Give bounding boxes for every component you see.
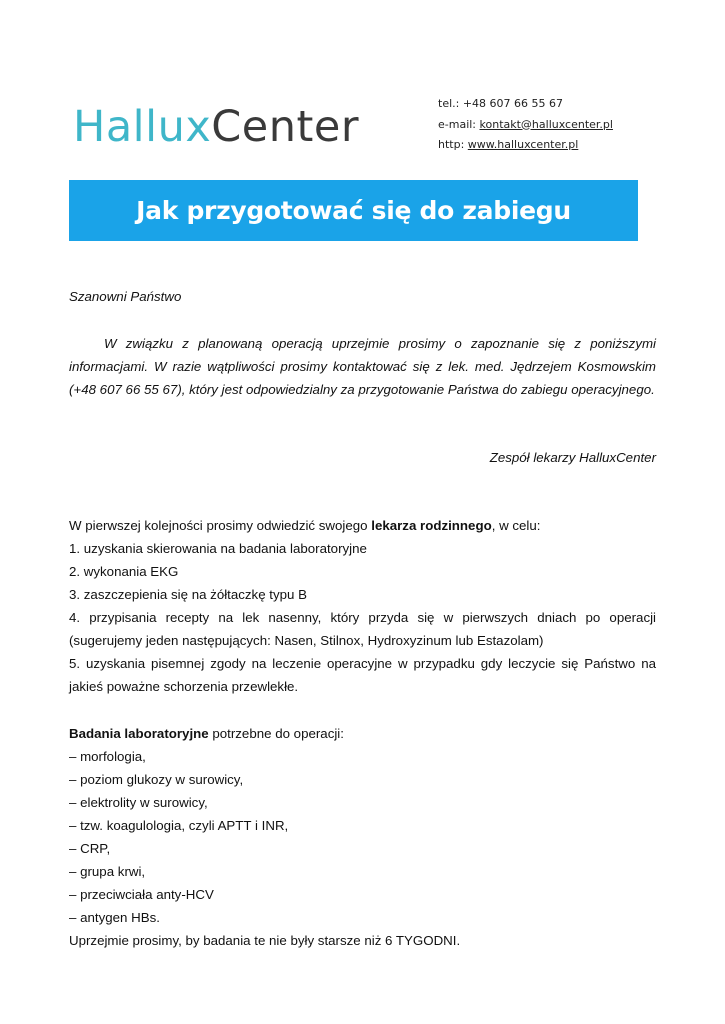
contact-email-line: e-mail: kontakt@halluxcenter.pl xyxy=(438,117,613,131)
lab-item: – poziom glukozy w surowicy, xyxy=(69,772,244,787)
title-banner xyxy=(69,180,638,241)
lab-item: – elektrolity w surowicy, xyxy=(69,795,208,810)
intro-paragraph: W związku z planowaną operacją uprzejmie prosimy o zapoznanie się z poniższymi informacjami. W razie wątpliwości prosimy kontaktować się z lek. med. Jędrzejem Kosmowskim (+48 607 66 55 67), który jest odpowiedzialny za przygotowanie Państwa do zabiegu operacyjnego. xyxy=(69,336,656,397)
signature: Zespół lekarzy HalluxCenter xyxy=(489,450,656,465)
gp-item: 2. wykonania EKG xyxy=(69,564,179,579)
page-title: Jak przygotować się do zabiegu xyxy=(136,196,571,225)
lab-note: Uprzejmie prosimy, by badania te nie były starsze niż 6 TYGODNI. xyxy=(69,933,461,948)
gp-item: 3. zaszczepienia się na żółtaczkę typu B xyxy=(69,587,307,602)
lab-item: – tzw. koagulologia, czyli APTT i INR, xyxy=(69,818,289,833)
gp-section xyxy=(69,514,656,698)
lab-item: – morfologia, xyxy=(69,749,146,764)
logo-hallux-text: Hallux xyxy=(73,102,212,152)
lab-item: – antygen HBs. xyxy=(69,910,160,925)
lab-item: – przeciwciała anty-HCV xyxy=(69,887,214,902)
gp-item: 1. uzyskania skierowania na badania laboratoryjne xyxy=(69,541,367,556)
lab-item: – grupa krwi, xyxy=(69,864,146,879)
email-link[interactable]: kontakt@halluxcenter.pl xyxy=(479,117,613,131)
greeting: Szanowni Państwo xyxy=(69,289,182,304)
gp-item: 4. przypisania recepty na lek nasenny, który przyda się w pierwszych dniach po operacji (sugerujemy jeden następujących: Nasen, Stilnox, Hydroxyzinum lub Estazolam) xyxy=(69,610,656,648)
lab-lead: Badania laboratoryjne potrzebne do operacji: xyxy=(69,726,344,741)
gp-item: 5. uzyskania pisemnej zgody na leczenie operacyjne w przypadku gdy leczycie się Państwo na jakieś poważne schorzenia przewlekłe. xyxy=(69,656,656,694)
contact-block xyxy=(438,94,613,156)
halluxcenter-logo xyxy=(73,96,393,156)
contact-website-line: http: www.halluxcenter.pl xyxy=(438,138,579,151)
svg-text:HalluxCenter xyxy=(73,102,359,152)
lab-item: – CRP, xyxy=(69,841,111,856)
logo-center-text: Center xyxy=(211,102,360,152)
contact-tel: tel.: +48 607 66 55 67 xyxy=(438,97,564,110)
gp-lead: W pierwszej kolejności prosimy odwiedzić swojego lekarza rodzinnego, w celu: xyxy=(69,518,541,533)
lab-section xyxy=(69,722,656,952)
website-link[interactable]: www.halluxcenter.pl xyxy=(467,138,579,151)
